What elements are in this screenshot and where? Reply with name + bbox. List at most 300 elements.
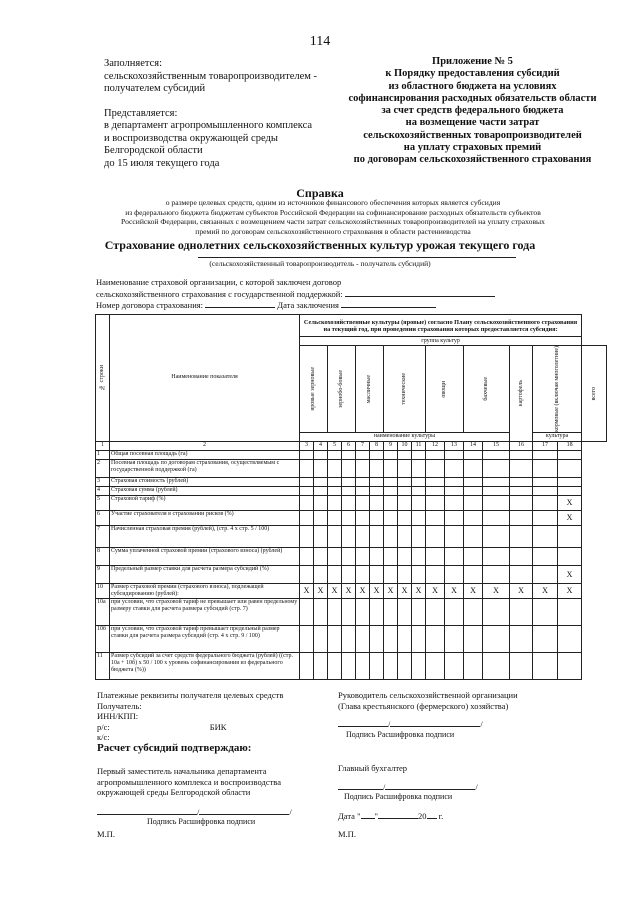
data-cell[interactable] [483, 450, 510, 459]
data-cell[interactable] [464, 652, 483, 679]
data-cell[interactable] [314, 486, 328, 495]
signature-caption: Подпись Расшифровка подписи [346, 729, 455, 739]
column-number: 17 [533, 441, 558, 450]
data-cell[interactable] [558, 486, 582, 495]
data-cell[interactable] [426, 565, 445, 583]
data-cell[interactable] [445, 598, 464, 625]
data-cell[interactable] [558, 625, 582, 652]
data-cell[interactable] [533, 459, 558, 477]
data-cell[interactable] [356, 477, 370, 486]
data-cell[interactable] [328, 495, 342, 510]
data-cell[interactable] [412, 525, 426, 547]
data-cell[interactable] [314, 525, 328, 547]
data-cell[interactable] [398, 459, 412, 477]
data-cell[interactable] [342, 525, 356, 547]
data-cell[interactable] [510, 459, 533, 477]
accountant-label: Главный бухгалтер [338, 763, 408, 773]
data-cell[interactable] [483, 525, 510, 547]
data-cell[interactable] [328, 625, 342, 652]
group-label: масличные [366, 374, 373, 404]
cell-mark: X [398, 583, 412, 598]
cell-mark: X [426, 583, 445, 598]
left-line: Белгородской области [104, 145, 203, 156]
data-cell[interactable] [558, 459, 582, 477]
data-cell[interactable] [558, 598, 582, 625]
data-cell[interactable] [328, 459, 342, 477]
data-cell[interactable] [370, 495, 384, 510]
data-cell[interactable] [370, 510, 384, 525]
data-cell[interactable] [412, 477, 426, 486]
data-cell[interactable] [412, 486, 426, 495]
deputy-signature-caption: Подпись Расшифровка подписи [147, 817, 256, 826]
document-description [98, 198, 568, 236]
data-cell[interactable] [342, 486, 356, 495]
group-potato [510, 346, 533, 442]
data-cell[interactable] [342, 565, 356, 583]
data-cell[interactable] [464, 598, 483, 625]
data-cell[interactable] [384, 565, 398, 583]
data-cell[interactable] [356, 652, 370, 679]
contract-date-label: Дата заключения [277, 300, 339, 310]
deputy-decode-field[interactable] [199, 814, 289, 815]
data-cell[interactable] [342, 495, 356, 510]
data-cell[interactable] [483, 652, 510, 679]
data-cell[interactable] [370, 477, 384, 486]
data-cell[interactable] [445, 625, 464, 652]
data-cell[interactable] [558, 525, 582, 547]
cell-mark: X [300, 583, 314, 598]
data-cell[interactable] [533, 547, 558, 565]
insurer-name-field[interactable] [345, 288, 495, 297]
ks-label: к/с: [97, 732, 110, 742]
appendix-line: за счет средств федерального бюджета [381, 105, 564, 117]
table-row [96, 565, 607, 583]
group-legumes [328, 346, 356, 433]
column-number: 18 [558, 441, 582, 450]
data-cell[interactable] [314, 450, 328, 459]
group-technical [384, 346, 426, 433]
data-cell[interactable] [356, 510, 370, 525]
group-label: всего [590, 386, 597, 401]
contract-date-field[interactable] [341, 299, 436, 308]
data-cell[interactable] [445, 565, 464, 583]
data-cell[interactable] [384, 652, 398, 679]
group-header: группа культур [300, 337, 582, 346]
description-line: премий по договорам сельскохозяйственного страхования в области растениеводства [195, 226, 471, 236]
payment-block [97, 690, 283, 743]
indicator-header: Наименование показателя [110, 315, 300, 442]
data-cell[interactable] [510, 510, 533, 525]
data-cell[interactable] [356, 525, 370, 547]
data-cell[interactable] [464, 547, 483, 565]
column-number: 7 [356, 441, 370, 450]
table-row [96, 477, 607, 486]
data-cell[interactable] [510, 598, 533, 625]
row-number: 7 [96, 525, 110, 547]
data-cell[interactable] [342, 510, 356, 525]
data-cell[interactable] [445, 486, 464, 495]
table-row [96, 652, 607, 679]
row-number: 10 [96, 583, 110, 598]
data-cell[interactable] [510, 652, 533, 679]
contract-number-field[interactable] [205, 299, 275, 308]
row-number: 10б [96, 625, 110, 652]
data-cell[interactable] [356, 450, 370, 459]
group-forage [533, 346, 582, 433]
data-cell[interactable] [328, 565, 342, 583]
data-cell[interactable] [445, 652, 464, 679]
data-cell[interactable] [398, 625, 412, 652]
cell-mark: X [510, 583, 533, 598]
data-cell[interactable] [533, 565, 558, 583]
accountant-decode-field[interactable] [385, 789, 475, 790]
data-cell[interactable] [300, 565, 314, 583]
row-label: Страховая сумма (рублей) [110, 486, 300, 495]
data-cell[interactable] [426, 598, 445, 625]
data-cell[interactable] [464, 510, 483, 525]
row-label: Предельный размер ставки для расчета размера субсидий (%) [110, 565, 300, 583]
row-label: при условии, что страховой тариф превышает предельный размер ставки для расчета размера субсидий (стр. 4 х стр. 9 / 100) [110, 625, 300, 652]
group-label: картофель [517, 380, 524, 407]
description-line: Российской Федерации, связанных с возмещением части затрат сельскохозяйственных товаропроизводителей на уплату страховых [121, 217, 545, 227]
recipient-label: Получатель: [97, 700, 142, 711]
recipient-field[interactable] [198, 257, 516, 258]
data-cell[interactable] [464, 495, 483, 510]
data-cell[interactable] [328, 510, 342, 525]
accountant-signature-field[interactable] [338, 789, 383, 790]
document-title: Справка [296, 186, 344, 200]
data-cell[interactable] [558, 547, 582, 565]
data-cell[interactable] [533, 598, 558, 625]
row-number: 8 [96, 547, 110, 565]
data-cell[interactable] [445, 450, 464, 459]
head-org-line: (Глава крестьянского (фермерского) хозяйства) [338, 700, 509, 711]
data-cell[interactable] [426, 459, 445, 477]
data-cell[interactable] [356, 547, 370, 565]
column-numbers-row [96, 441, 607, 450]
data-cell[interactable] [398, 477, 412, 486]
group-melons [464, 346, 510, 433]
data-cell[interactable] [384, 495, 398, 510]
column-number: 6 [342, 441, 356, 450]
data-cell[interactable] [445, 459, 464, 477]
data-cell[interactable] [483, 459, 510, 477]
data-cell[interactable] [398, 510, 412, 525]
cell-mark: X [558, 583, 582, 598]
deputy-line: агропромышленного комплекса и воспроизводства [97, 776, 281, 787]
data-cell[interactable] [426, 525, 445, 547]
data-cell[interactable] [384, 547, 398, 565]
data-cell[interactable] [370, 565, 384, 583]
data-cell[interactable] [483, 486, 510, 495]
data-cell[interactable] [300, 510, 314, 525]
data-cell[interactable] [314, 652, 328, 679]
data-cell[interactable] [412, 450, 426, 459]
group-label: технические [401, 372, 408, 405]
data-cell[interactable] [370, 450, 384, 459]
data-cell[interactable] [483, 477, 510, 486]
data-cell[interactable] [510, 495, 533, 510]
data-cell[interactable] [510, 450, 533, 459]
column-number: 9 [384, 441, 398, 450]
insurer-block [96, 278, 495, 311]
data-cell[interactable] [464, 625, 483, 652]
data-cell[interactable] [300, 625, 314, 652]
data-cell[interactable] [384, 525, 398, 547]
inn-label: ИНН/КПП: [97, 711, 139, 721]
row-number: 11 [96, 652, 110, 679]
data-cell[interactable] [533, 477, 558, 486]
data-cell[interactable] [464, 565, 483, 583]
data-cell[interactable] [370, 486, 384, 495]
data-cell[interactable] [533, 525, 558, 547]
cell-mark: X [328, 583, 342, 598]
description-line: о размере целевых средств, одним из источников финансового обеспечения которых является субсидия [165, 198, 501, 207]
data-cell[interactable] [398, 547, 412, 565]
data-cell[interactable] [328, 477, 342, 486]
data-cell[interactable] [314, 495, 328, 510]
data-cell[interactable] [398, 598, 412, 625]
crops-header: Сельскохозяйственные культуры (яровые) согласно Плану сельскохозяйственного страхования на текущий год, при проведении страхования которых предоставляется субсидия: [300, 315, 582, 337]
data-cell[interactable] [483, 598, 510, 625]
data-cell[interactable] [342, 598, 356, 625]
data-cell[interactable] [328, 652, 342, 679]
data-cell[interactable] [328, 547, 342, 565]
date-day-field[interactable] [361, 818, 375, 819]
row-number: 9 [96, 565, 110, 583]
data-cell[interactable] [464, 486, 483, 495]
data-cell[interactable] [384, 486, 398, 495]
data-cell[interactable] [342, 459, 356, 477]
data-cell[interactable] [314, 510, 328, 525]
data-cell[interactable] [426, 477, 445, 486]
cell-mark: X [483, 583, 510, 598]
data-cell[interactable] [356, 625, 370, 652]
data-cell[interactable] [445, 495, 464, 510]
data-cell[interactable] [370, 525, 384, 547]
data-cell[interactable] [464, 525, 483, 547]
table-body [96, 450, 607, 679]
data-cell[interactable] [483, 565, 510, 583]
data-cell[interactable] [398, 565, 412, 583]
data-cell[interactable] [412, 565, 426, 583]
data-cell[interactable] [300, 598, 314, 625]
data-cell[interactable] [426, 486, 445, 495]
left-line: в департамент агропромышленного комплекса [104, 120, 313, 131]
data-cell[interactable] [384, 450, 398, 459]
data-cell[interactable] [510, 625, 533, 652]
cell-mark: X [314, 583, 328, 598]
data-cell[interactable] [398, 525, 412, 547]
appendix-line: Приложение № 5 [432, 56, 513, 67]
data-cell[interactable] [398, 450, 412, 459]
group-label: кормовые (включая многолетние) [553, 346, 560, 432]
data-cell[interactable] [398, 486, 412, 495]
data-cell[interactable] [370, 625, 384, 652]
row-label: Участие страхователя в страховании рисков (%) [110, 510, 300, 525]
data-cell[interactable] [328, 450, 342, 459]
data-cell[interactable] [328, 486, 342, 495]
data-cell[interactable] [398, 652, 412, 679]
data-cell[interactable] [342, 625, 356, 652]
date-year-field[interactable] [427, 818, 437, 819]
cell-mark: X [342, 583, 356, 598]
table-row [96, 547, 607, 565]
data-cell[interactable] [384, 625, 398, 652]
data-cell[interactable] [314, 598, 328, 625]
data-cell[interactable] [370, 652, 384, 679]
data-cell[interactable] [342, 450, 356, 459]
contract-number-label: Номер договора страхования: [96, 300, 204, 310]
data-cell[interactable] [370, 598, 384, 625]
data-cell[interactable] [342, 547, 356, 565]
data-cell[interactable] [314, 565, 328, 583]
data-cell[interactable] [445, 525, 464, 547]
data-cell[interactable] [412, 625, 426, 652]
deputy-signature-field[interactable] [97, 814, 197, 815]
data-cell[interactable] [356, 565, 370, 583]
appendix-header [330, 56, 615, 167]
stamp-left: М.П. [97, 829, 115, 839]
data-cell[interactable] [445, 477, 464, 486]
data-cell[interactable] [483, 510, 510, 525]
table-row [96, 598, 607, 625]
data-cell[interactable] [370, 547, 384, 565]
data-cell[interactable] [412, 510, 426, 525]
data-cell[interactable] [558, 450, 582, 459]
data-cell[interactable] [356, 459, 370, 477]
data-cell[interactable] [445, 547, 464, 565]
group-oilseeds [356, 346, 384, 433]
document-subtitle: Страхование однолетних сельскохозяйственных культур урожая текущего года [104, 238, 536, 252]
data-cell[interactable] [356, 495, 370, 510]
date-label: Дата " [338, 810, 361, 821]
data-cell[interactable] [300, 486, 314, 495]
data-cell[interactable] [483, 625, 510, 652]
appendix-line: из областного бюджета на условиях [388, 80, 557, 92]
data-cell[interactable] [445, 510, 464, 525]
data-cell[interactable] [300, 477, 314, 486]
data-cell[interactable] [328, 598, 342, 625]
data-cell[interactable] [384, 459, 398, 477]
data-cell[interactable] [426, 625, 445, 652]
data-cell[interactable] [398, 495, 412, 510]
data-cell[interactable] [558, 652, 582, 679]
data-cell[interactable] [510, 477, 533, 486]
data-cell[interactable] [426, 652, 445, 679]
data-cell[interactable] [384, 510, 398, 525]
data-cell[interactable] [426, 547, 445, 565]
data-cell[interactable] [370, 459, 384, 477]
deputy-line: Первый заместитель начальника департамента [97, 766, 267, 776]
data-cell[interactable] [342, 652, 356, 679]
data-cell[interactable] [412, 547, 426, 565]
data-cell[interactable] [300, 495, 314, 510]
data-cell[interactable] [300, 547, 314, 565]
group-label: бахчевые [483, 377, 490, 401]
data-cell[interactable] [300, 525, 314, 547]
data-cell[interactable] [510, 525, 533, 547]
head-org-block: Руководитель сельскохозяйственной организации (Глава крестьянского (фермерского) хозяйства) / / Подпись Расшифровка подписи [338, 690, 518, 739]
appendix-line: сельскохозяйственных товаропроизводителей [363, 129, 582, 141]
left-line: и воспроизводства окружающей среды [104, 132, 278, 144]
data-cell[interactable] [314, 477, 328, 486]
signature-field[interactable] [338, 726, 388, 727]
data-cell[interactable] [558, 477, 582, 486]
confirm-heading: Расчет субсидий подтверждаю: [97, 742, 252, 754]
data-cell[interactable] [412, 495, 426, 510]
data-cell[interactable] [426, 450, 445, 459]
group-label: овощи [441, 380, 448, 398]
column-number: 3 [300, 441, 314, 450]
data-cell[interactable] [426, 495, 445, 510]
row-label: Размер субсидий за счет средств федерального бюджета (рублей) ((стр. 10а + 10б) х 50 / 100 х уровень софинансирования из федерального бюджета (%)) [110, 652, 300, 679]
data-cell[interactable] [464, 477, 483, 486]
data-cell[interactable] [533, 495, 558, 510]
data-cell[interactable] [356, 486, 370, 495]
accountant-signature-caption: Подпись Расшифровка подписи [344, 792, 453, 801]
date-month-field[interactable] [378, 818, 418, 819]
data-cell[interactable] [314, 547, 328, 565]
data-cell[interactable] [533, 625, 558, 652]
row-label: Сумма уплаченной страховой премии (страхового взноса) (рублей) [110, 547, 300, 565]
data-cell[interactable] [533, 652, 558, 679]
page-number: 114 [309, 34, 331, 49]
data-cell[interactable] [356, 598, 370, 625]
data-cell[interactable] [510, 486, 533, 495]
cell-mark: X [533, 583, 558, 598]
data-cell[interactable] [533, 510, 558, 525]
data-cell[interactable] [300, 459, 314, 477]
data-cell[interactable] [483, 547, 510, 565]
row-number: 6 [96, 510, 110, 525]
data-cell[interactable] [533, 450, 558, 459]
cell-mark: X [356, 583, 370, 598]
data-cell[interactable] [328, 525, 342, 547]
data-cell[interactable] [412, 598, 426, 625]
data-cell[interactable] [412, 652, 426, 679]
rownum-header [96, 315, 110, 442]
appendix-line: по договорам сельскохозяйственного страхования [353, 154, 592, 166]
data-cell[interactable] [510, 547, 533, 565]
data-cell[interactable] [384, 477, 398, 486]
data-cell[interactable] [300, 652, 314, 679]
data-cell[interactable] [384, 598, 398, 625]
insurer-line: Наименование страховой организации, с которой заключен договор [96, 277, 342, 287]
data-cell[interactable] [314, 459, 328, 477]
recipient-caption: (сельскохозяйственный товаропроизводитель - получатель субсидий) [209, 259, 431, 268]
left-line: Заполняется: [104, 58, 162, 69]
data-cell[interactable] [412, 459, 426, 477]
cell-mark: X [464, 583, 483, 598]
table-row [96, 510, 607, 525]
data-cell[interactable] [342, 477, 356, 486]
signature-decode-field[interactable] [390, 726, 480, 727]
data-cell[interactable] [300, 450, 314, 459]
data-cell[interactable] [510, 565, 533, 583]
data-cell[interactable] [533, 486, 558, 495]
row-label: Страховой тариф (%) [110, 495, 300, 510]
column-number: 2 [110, 441, 300, 450]
data-cell[interactable] [483, 495, 510, 510]
data-cell[interactable] [314, 625, 328, 652]
data-cell[interactable] [426, 510, 445, 525]
data-cell[interactable] [464, 450, 483, 459]
date-year: 20 [418, 810, 427, 821]
data-cell[interactable] [464, 459, 483, 477]
row-label: Размер страховой премии (страхового взноса), подлежащей субсидированию (рублей): [110, 583, 300, 598]
row-number: 3 [96, 477, 110, 486]
